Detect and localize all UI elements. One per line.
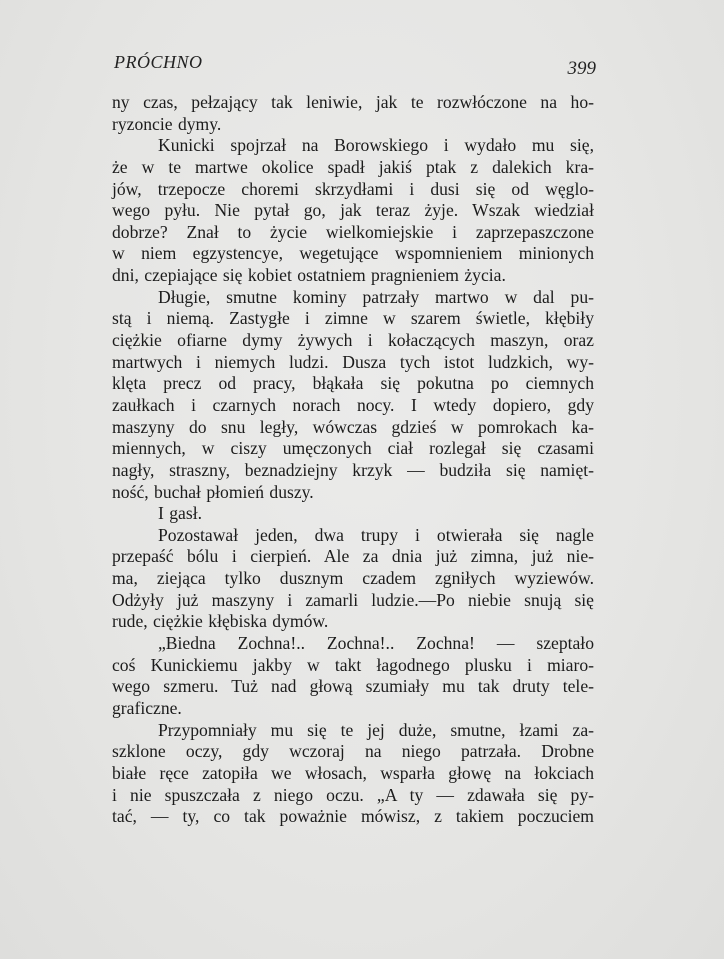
text-line: graficzne. (112, 697, 182, 718)
book-page (112, 52, 594, 828)
text-line: białe ręce zatopiła we włosach, wsparła głowę na łokciach (112, 762, 594, 783)
text-line: wego pyłu. Nie pytał go, jak teraz żyje. Wszak wiedział (112, 200, 594, 221)
text-line: ciężkie ofiarne dymy żywych i kołaczących maszyn, oraz (112, 330, 594, 351)
text-line: coś Kunickiemu jakby w takt łagodnego plusku i miaro- (112, 654, 594, 675)
text-line: Kunicki spojrzał na Borowskiego i wydało mu się, (158, 135, 594, 156)
text-line: dobrze? Znał to życie wielkomiejskie i zaprzepaszczone (112, 221, 594, 242)
paragraph (112, 287, 594, 503)
text-line: ma, ziejąca tylko dusznym czadem zgniłych wyziewów. (112, 568, 594, 589)
text-line: Przypomniały mu się te jej duże, smutne, łzami za- (158, 719, 594, 740)
text-line: tać, — ty, co tak poważnie mówisz, z takiem poczuciem (112, 806, 594, 827)
text-line: martwych i niemych ludzi. Dusza tych istot ludzkich, wy- (112, 351, 594, 372)
paragraph (112, 525, 594, 633)
running-head (112, 52, 594, 92)
text-line: jów, trzepocze choremi skrzydłami i dusi się od węglo- (112, 178, 594, 199)
text-line: klęta precz od pracy, błąkała się pokutna po ciemnych (112, 373, 594, 394)
text-line: „Biedna Zochna!.. Zochna!.. Zochna! — szeptało (158, 633, 594, 654)
text-line: miennych, w ciszy umęczonych ciał rozlegał się czasami (112, 438, 594, 459)
paragraph (112, 720, 594, 828)
text-line: szklone oczy, gdy wczoraj na niego patrzała. Drobne (112, 741, 594, 762)
text-line: zaułkach i czarnych norach nocy. I wtedy dopiero, gdy (112, 394, 594, 415)
text-line: I gasł. (158, 503, 202, 524)
paragraph (112, 135, 594, 286)
text-line: ryzoncie dymy. (112, 113, 222, 134)
chapter-title: PRÓCHNO (114, 52, 203, 72)
text-line: że w te martwe okolice spadł jakiś ptak z dalekich kra- (112, 156, 594, 177)
text-line: Odżyły już maszyny i zamarli ludzie.—Po niebie snują się (112, 589, 594, 610)
text-line: dni, czepiające się kobiet ostatniem pragnieniem życia. (112, 265, 506, 286)
text-line: Pozostawał jeden, dwa trupy i otwierała się nagle (158, 524, 594, 545)
text-line: i nie spuszczała z niego oczu. „A ty — zdawała się py- (112, 784, 594, 805)
paragraph (112, 503, 594, 525)
text-line: rude, ciężkie kłębiska dymów. (112, 611, 329, 632)
body-text (112, 92, 594, 828)
text-line: ny czas, pełzający tak leniwie, jak te rozwłóczone na ho- (112, 92, 594, 112)
text-line: Długie, smutne kominy patrzały martwo w dal pu- (158, 286, 594, 307)
text-line: ność, buchał płomień duszy. (112, 481, 314, 502)
text-line: nagły, straszny, beznadziejny krzyk — budziła się namięt- (112, 459, 594, 480)
text-line: przepaść bólu i cierpień. Ale za dnia już zimna, już nie- (112, 546, 594, 567)
page-number: 399 (567, 58, 596, 79)
text-line: stą i niemą. Zastygłe i zimne w szarem świetle, kłębiły (112, 308, 594, 329)
text-line: maszyny do snu legły, wówczas gdzieś w pomrokach ka- (112, 416, 594, 437)
paragraph (112, 633, 594, 720)
text-line: w niem egzystencye, wegetujące wspomnieniem minionych (112, 243, 594, 264)
paragraph (112, 92, 594, 135)
text-line: wego szmeru. Tuż nad głową szumiały mu tak druty tele- (112, 676, 594, 697)
